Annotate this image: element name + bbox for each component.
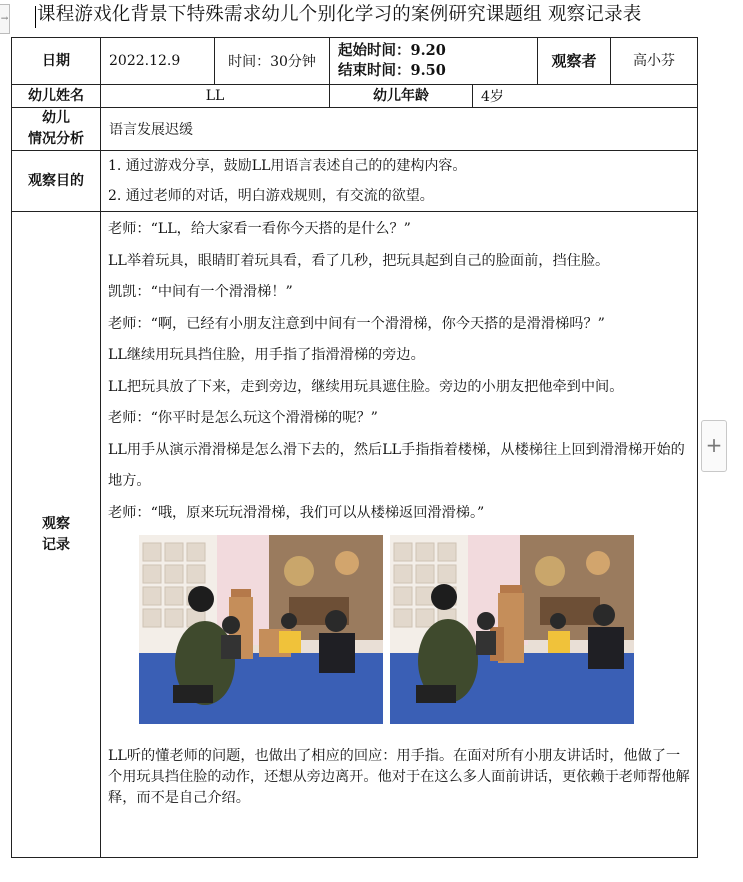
end-time: 结束时间：9.50 <box>338 62 446 79</box>
record-paragraph: LL举着玩具，眼睛盯着玩具看，看了几秒，把玩具起到自己的脸面前，挡住脸。 <box>108 252 610 269</box>
date-value[interactable]: 2022.12.9 <box>101 38 215 85</box>
child-row <box>12 85 698 108</box>
record-content[interactable] <box>101 212 698 858</box>
observation-record-table <box>11 37 698 858</box>
analysis-label-line1: 幼儿 <box>42 110 70 126</box>
purpose-label: 观察目的 <box>12 151 101 212</box>
observer-label: 观察者 <box>538 38 611 84</box>
record-paragraph: LL把玩具放了下来，走到旁边，继续用玩具遮住脸。旁边的小朋友把他牵到中间。 <box>108 378 624 395</box>
text-cursor <box>35 6 36 28</box>
analysis-value[interactable]: 语言发展迟缓 <box>101 108 698 151</box>
duration-cell[interactable]: 时间：30分钟 <box>215 38 330 85</box>
record-paragraph: 老师：“LL，给大家看一看你今天搭的是什么？” <box>108 221 411 237</box>
analysis-label <box>12 108 101 151</box>
purpose-content[interactable] <box>101 151 698 212</box>
classroom-photo-1[interactable] <box>139 535 383 724</box>
header-row <box>12 38 698 85</box>
record-paragraph: LL用手从演示滑滑梯是怎么滑下去的，然后LL手指指着楼梯，从楼梯往上回到滑滑梯开始的地方。 <box>108 441 685 489</box>
start-time: 起始时间：9.20 <box>338 42 446 59</box>
record-paragraph: LL继续用玩具挡住脸，用手指了指滑滑梯的旁边。 <box>108 347 425 363</box>
record-label <box>12 212 101 858</box>
analysis-label-line2: 情况分析 <box>28 131 84 147</box>
record-summary: LL听的懂老师的问题，也做出了相应的回应：用手指。在面对所有小朋友讲话时，他做了一个用玩具挡住脸的动作，还想从旁边离开。他对于在这么多人面前讲话，更依赖于老师帮他解释，而不是自己介绍。 <box>108 748 690 806</box>
purpose-item-2: 2. 通过老师的对话，明白游戏规则，有交流的欲望。 <box>108 188 434 204</box>
classroom-photo-2[interactable] <box>390 535 634 724</box>
purpose-row <box>12 151 698 212</box>
purpose-item-1: 1. 通过游戏分享，鼓励LL用语言表述自己的的建构内容。 <box>108 158 467 174</box>
record-paragraph: 老师：“你平时是怎么玩这个滑滑梯的呢？” <box>108 410 378 426</box>
record-row <box>12 212 698 858</box>
analysis-row <box>12 108 698 151</box>
child-name-label: 幼儿姓名 <box>12 85 101 108</box>
date-label: 日期 <box>12 38 101 85</box>
record-label-line2: 记录 <box>42 536 70 553</box>
record-paragraph: 老师：“哦，原来玩玩滑滑梯，我们可以从楼梯返回滑滑梯。” <box>108 504 485 521</box>
observer-cell <box>538 38 698 85</box>
child-age-value[interactable]: 4岁 <box>473 85 698 108</box>
record-label-line1: 观察 <box>42 515 70 532</box>
child-age-label: 幼儿年龄 <box>330 85 473 108</box>
collapse-arrow-icon[interactable]: → <box>0 4 10 34</box>
record-paragraph: 凯凯：“中间有一个滑滑梯！” <box>108 284 293 300</box>
photo-row <box>139 535 691 724</box>
observer-name[interactable]: 高小芬 <box>633 53 676 69</box>
document-title: 课程游戏化背景下特殊需求幼儿个别化学习的案例研究课题组 观察记录表 <box>37 4 642 25</box>
child-name-value[interactable]: LL <box>101 85 330 108</box>
time-range-cell[interactable] <box>330 38 538 85</box>
plus-icon[interactable]: + <box>701 420 727 472</box>
record-paragraph: 老师：“啊，已经有小朋友注意到中间有一个滑滑梯，你今天搭的是滑滑梯吗？” <box>108 315 605 332</box>
